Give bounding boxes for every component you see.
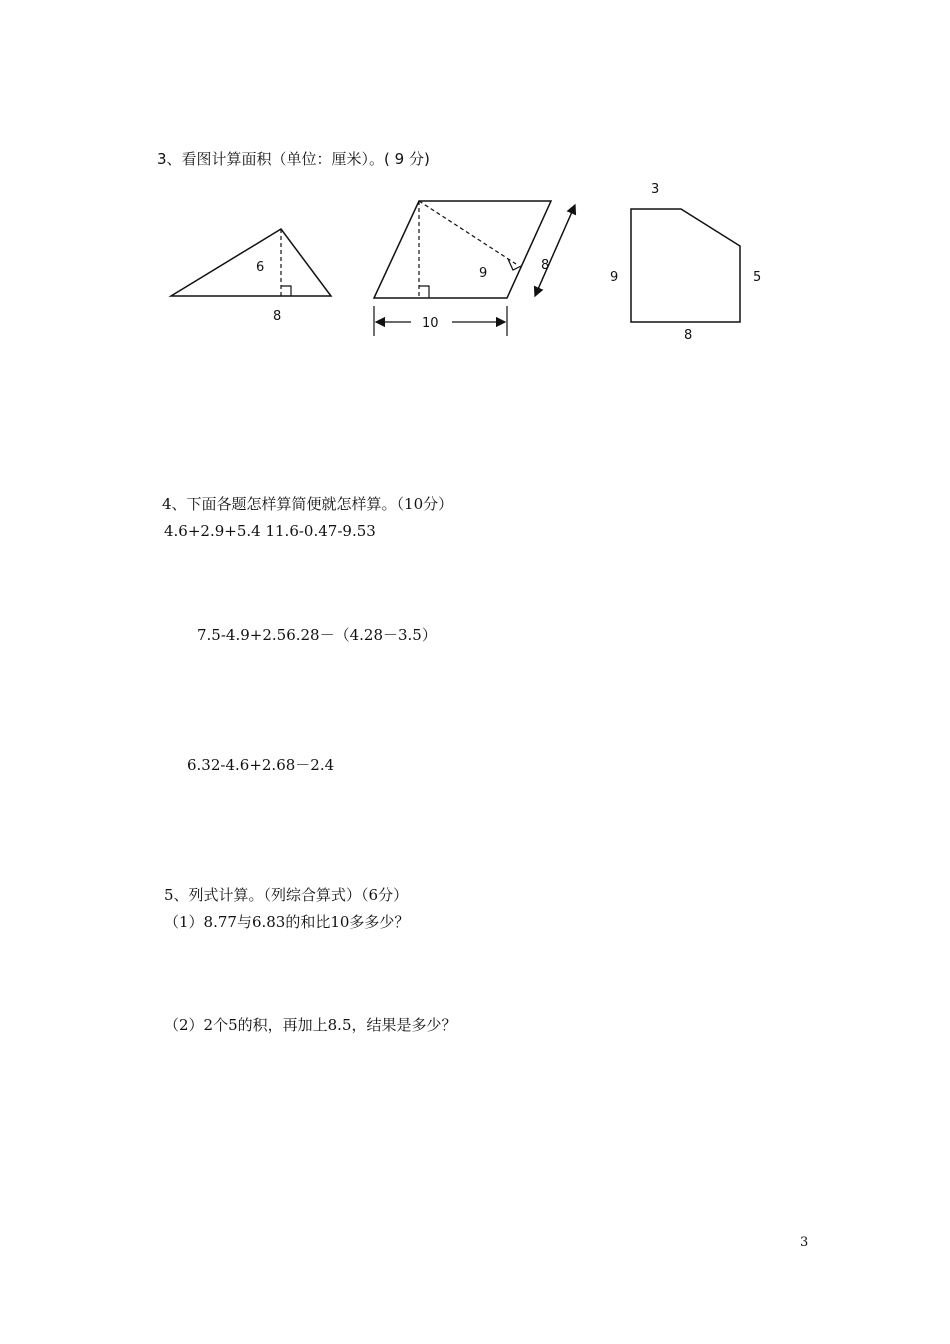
triangle-base-label: 8 [273,309,282,324]
q4-expression-line-3: 6.32-4.6+2.68－2.4 [187,756,335,774]
parallelogram-base-label: 10 [422,316,439,331]
q5-title: 5、列式计算。（列综合算式）（6分） [164,886,409,904]
parallelogram-height-label: 9 [479,266,488,281]
q5-item-2: （2）2个5的积，再加上8.5，结果是多少？ [164,1016,457,1034]
parallelogram-figure [374,201,575,336]
pentagon-bottom-label: 8 [684,328,693,343]
parallelogram-side-label: 8 [541,258,550,273]
q4-title: 4、下面各题怎样算简便就怎样算。（10分） [162,495,454,513]
triangle-height-label: 6 [256,260,265,275]
pentagon-left-label: 9 [610,270,619,285]
q3-title: 3、看图计算面积（单位：厘米）。( 9 分) [157,150,430,168]
triangle-figure [171,229,331,324]
pentagon-top-label: 3 [651,182,660,197]
q3-figures [0,0,950,400]
q4-expression-line-2: 7.5-4.9+2.56.28－（4.28－3.5） [197,626,437,644]
page-number: 3 [800,1235,809,1250]
q5-item-1: （1）8.77与6.83的和比10多多少？ [164,913,410,931]
pentagon-right-label: 5 [753,270,762,285]
q4-expression-line-1: 4.6+2.9+5.4 11.6-0.47-9.53 [164,522,376,540]
pentagon-figure [610,182,761,343]
